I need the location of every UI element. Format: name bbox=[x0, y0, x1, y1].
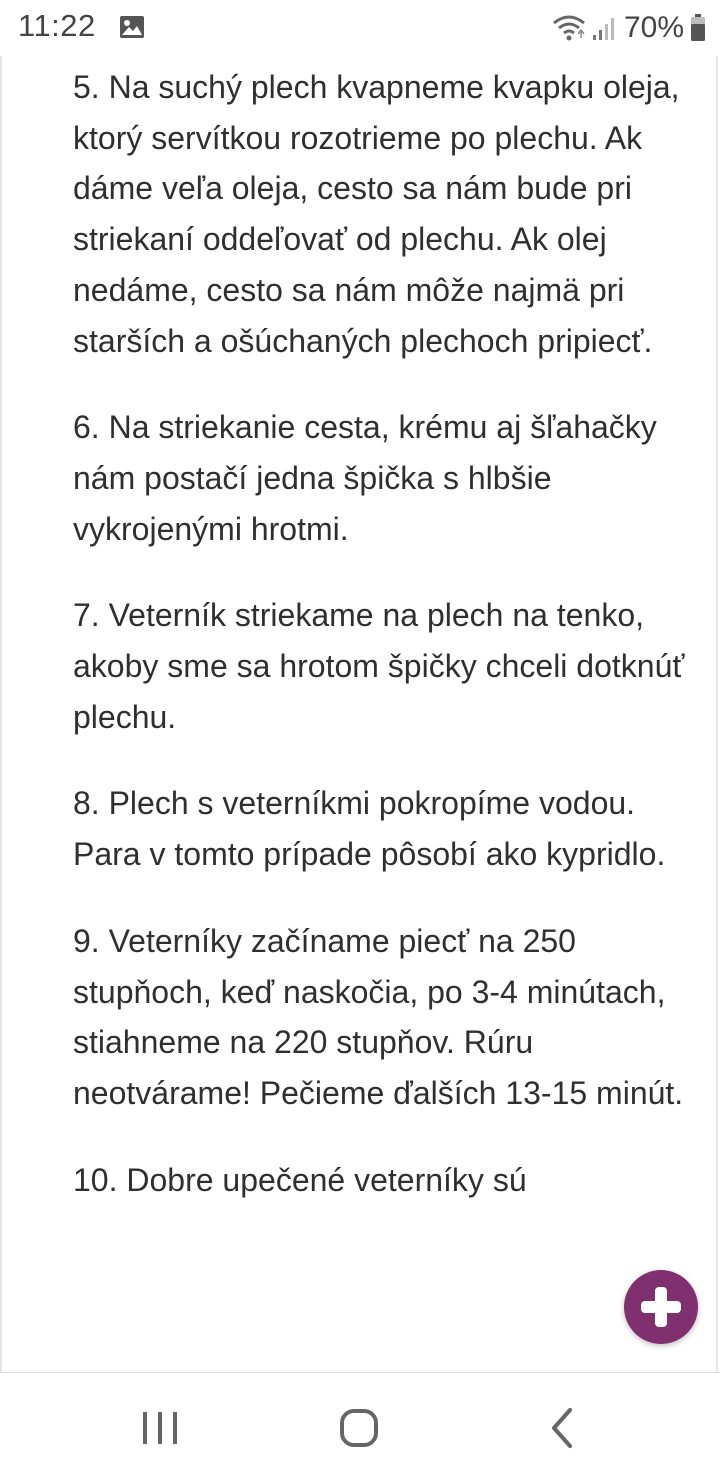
battery-percent: 70% bbox=[623, 11, 684, 44]
navigation-bar bbox=[0, 1372, 720, 1480]
plus-icon bbox=[637, 1283, 685, 1331]
home-icon[interactable] bbox=[330, 1403, 390, 1453]
step-9: 9. Veterníky začíname piecť na 250 stupňoch, keď naskočia, po 3-4 minútach, stiahneme na 220 stupňov. Rúru neotvárame! Pečieme ďalších 13-15 minút. bbox=[73, 922, 684, 1111]
battery-icon bbox=[690, 14, 706, 42]
step-7: 7. Veterník striekame na plech na tenko, akoby sme sa hrotom špičky chceli dotknúť plechu. bbox=[73, 597, 685, 735]
step-8: 8. Plech s veterníkmi pokropíme vodou. Para v tomto prípade pôsobí ako kypridlo. bbox=[73, 785, 666, 873]
gallery-icon bbox=[119, 15, 145, 39]
step-6: 6. Na striekanie cesta, krému aj šľahačky nám postačí jedna špička s hlbšie vykrojenými hrotmi. bbox=[73, 409, 657, 547]
status-right-group bbox=[552, 8, 706, 48]
recent-apps-icon[interactable] bbox=[130, 1403, 190, 1453]
signal-icon bbox=[592, 15, 618, 41]
back-icon[interactable] bbox=[532, 1403, 592, 1453]
step-10: 10. Dobre upečené veterníky sú bbox=[73, 1161, 527, 1198]
status-time: 11:22 bbox=[18, 8, 96, 43]
step-5: 5. Na suchý plech kvapneme kvapku oleja, ktorý servítkou rozotrieme po plechu. Ak dáme veľa oleja, cesto sa nám bude pri striekaní oddeľovať od plechu. Ak olej nedáme, cesto sa nám môže najmä pri starších a ošúchaných plechoch pripiecť. bbox=[73, 69, 680, 359]
wifi-icon bbox=[552, 14, 586, 42]
status-bar bbox=[0, 0, 720, 56]
article-content bbox=[0, 56, 718, 1372]
add-fab-button[interactable] bbox=[624, 1270, 698, 1344]
instruction-steps bbox=[73, 62, 703, 1241]
